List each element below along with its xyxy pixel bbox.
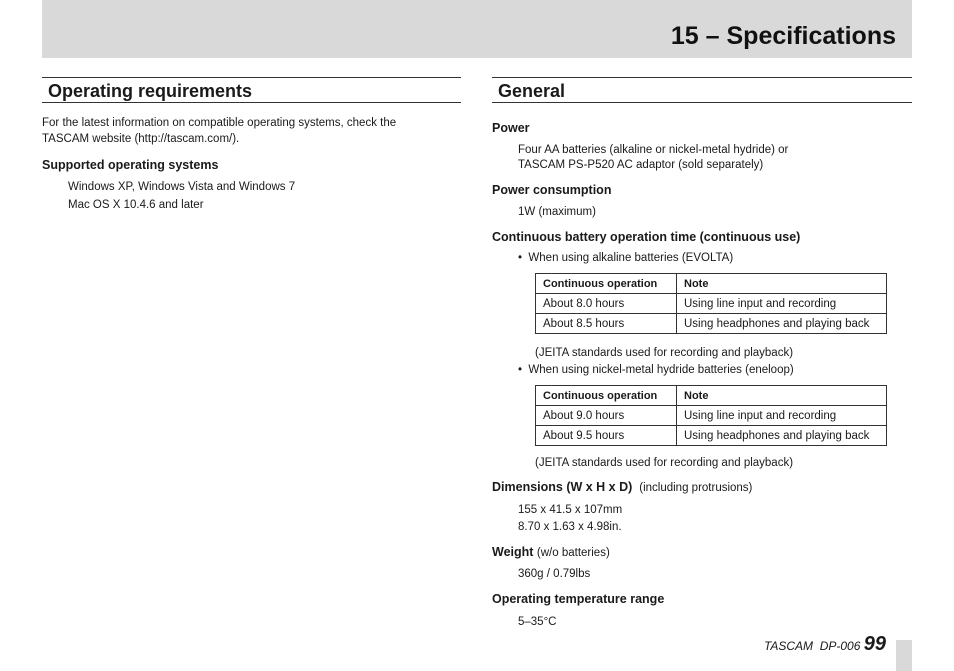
nimh-table	[535, 385, 887, 446]
intro-line-1: For the latest information on compatible operating systems, check the	[42, 117, 397, 129]
col-header-continuous: Continuous operation	[536, 386, 677, 406]
alkaline-bullet-text: When using alkaline batteries (EVOLTA)	[528, 252, 734, 264]
table-cell: Using line input and recording	[677, 294, 887, 314]
page-edge-tab	[896, 640, 912, 671]
battery-time-label: Continuous battery operation time (continuous use)	[492, 230, 801, 244]
dimensions-heading	[492, 480, 752, 494]
weight-label: Weight	[492, 545, 534, 559]
dimensions-label: Dimensions (W x H x D)	[492, 480, 633, 494]
general-heading: General	[492, 77, 912, 103]
table-cell: About 9.0 hours	[536, 406, 677, 426]
table-cell: Using headphones and playing back	[677, 314, 887, 334]
table-cell: About 8.0 hours	[536, 294, 677, 314]
weight-heading	[492, 545, 610, 559]
table-cell: About 8.5 hours	[536, 314, 677, 334]
supported-os-heading: Supported operating systems	[42, 158, 219, 172]
col-header-note: Note	[677, 386, 887, 406]
table-cell: About 9.5 hours	[536, 426, 677, 446]
alkaline-table	[535, 273, 887, 334]
table-header-row	[536, 386, 887, 406]
temperature-value: 5–35°C	[518, 616, 557, 628]
table-header-row	[536, 274, 887, 294]
table-row	[536, 294, 887, 314]
nimh-bullet-text: When using nickel-metal hydride batteries (eneloop)	[528, 364, 794, 376]
temperature-label: Operating temperature range	[492, 592, 665, 606]
os-item-windows: Windows XP, Windows Vista and Windows 7	[68, 181, 296, 193]
footer-product: TASCAM DP-006	[763, 639, 861, 653]
dimensions-metric: 155 x 41.5 x 107mm	[518, 504, 623, 516]
intro-line-2: TASCAM website (http://tascam.com/).	[42, 133, 240, 145]
dimensions-imperial: 8.70 x 1.63 x 4.98in.	[518, 521, 622, 533]
power-label: Power	[492, 121, 530, 135]
alkaline-note: (JEITA standards used for recording and playback)	[535, 347, 794, 359]
table-row	[536, 426, 887, 446]
page-number: 99	[863, 633, 886, 655]
operating-requirements-heading: Operating requirements	[42, 77, 461, 103]
footer	[764, 633, 886, 656]
power-line-1: Four AA batteries (alkaline or nickel-metal hydride) or	[518, 144, 789, 156]
table-row	[536, 406, 887, 426]
weight-value: 360g / 0.79lbs	[518, 568, 591, 580]
col-header-continuous: Continuous operation	[536, 274, 677, 294]
alkaline-bullet: • When using alkaline batteries (EVOLTA)	[518, 252, 734, 264]
chapter-title: 15 – Specifications	[670, 22, 896, 50]
weight-qualifier: (w/o batteries)	[536, 547, 610, 559]
power-line-2: TASCAM PS-P520 AC adaptor (sold separately)	[518, 159, 764, 171]
power-consumption-value: 1W (maximum)	[518, 206, 596, 218]
table-cell: Using line input and recording	[677, 406, 887, 426]
col-header-note: Note	[677, 274, 887, 294]
nimh-note: (JEITA standards used for recording and playback)	[535, 457, 794, 469]
chapter-banner	[42, 0, 912, 58]
os-item-mac: Mac OS X 10.4.6 and later	[68, 199, 204, 211]
table-cell: Using headphones and playing back	[677, 426, 887, 446]
power-consumption-label: Power consumption	[492, 183, 612, 197]
dimensions-qualifier: (including protrusions)	[639, 482, 753, 494]
nimh-bullet: • When using nickel-metal hydride batteries (eneloop)	[518, 364, 794, 376]
table-row	[536, 314, 887, 334]
